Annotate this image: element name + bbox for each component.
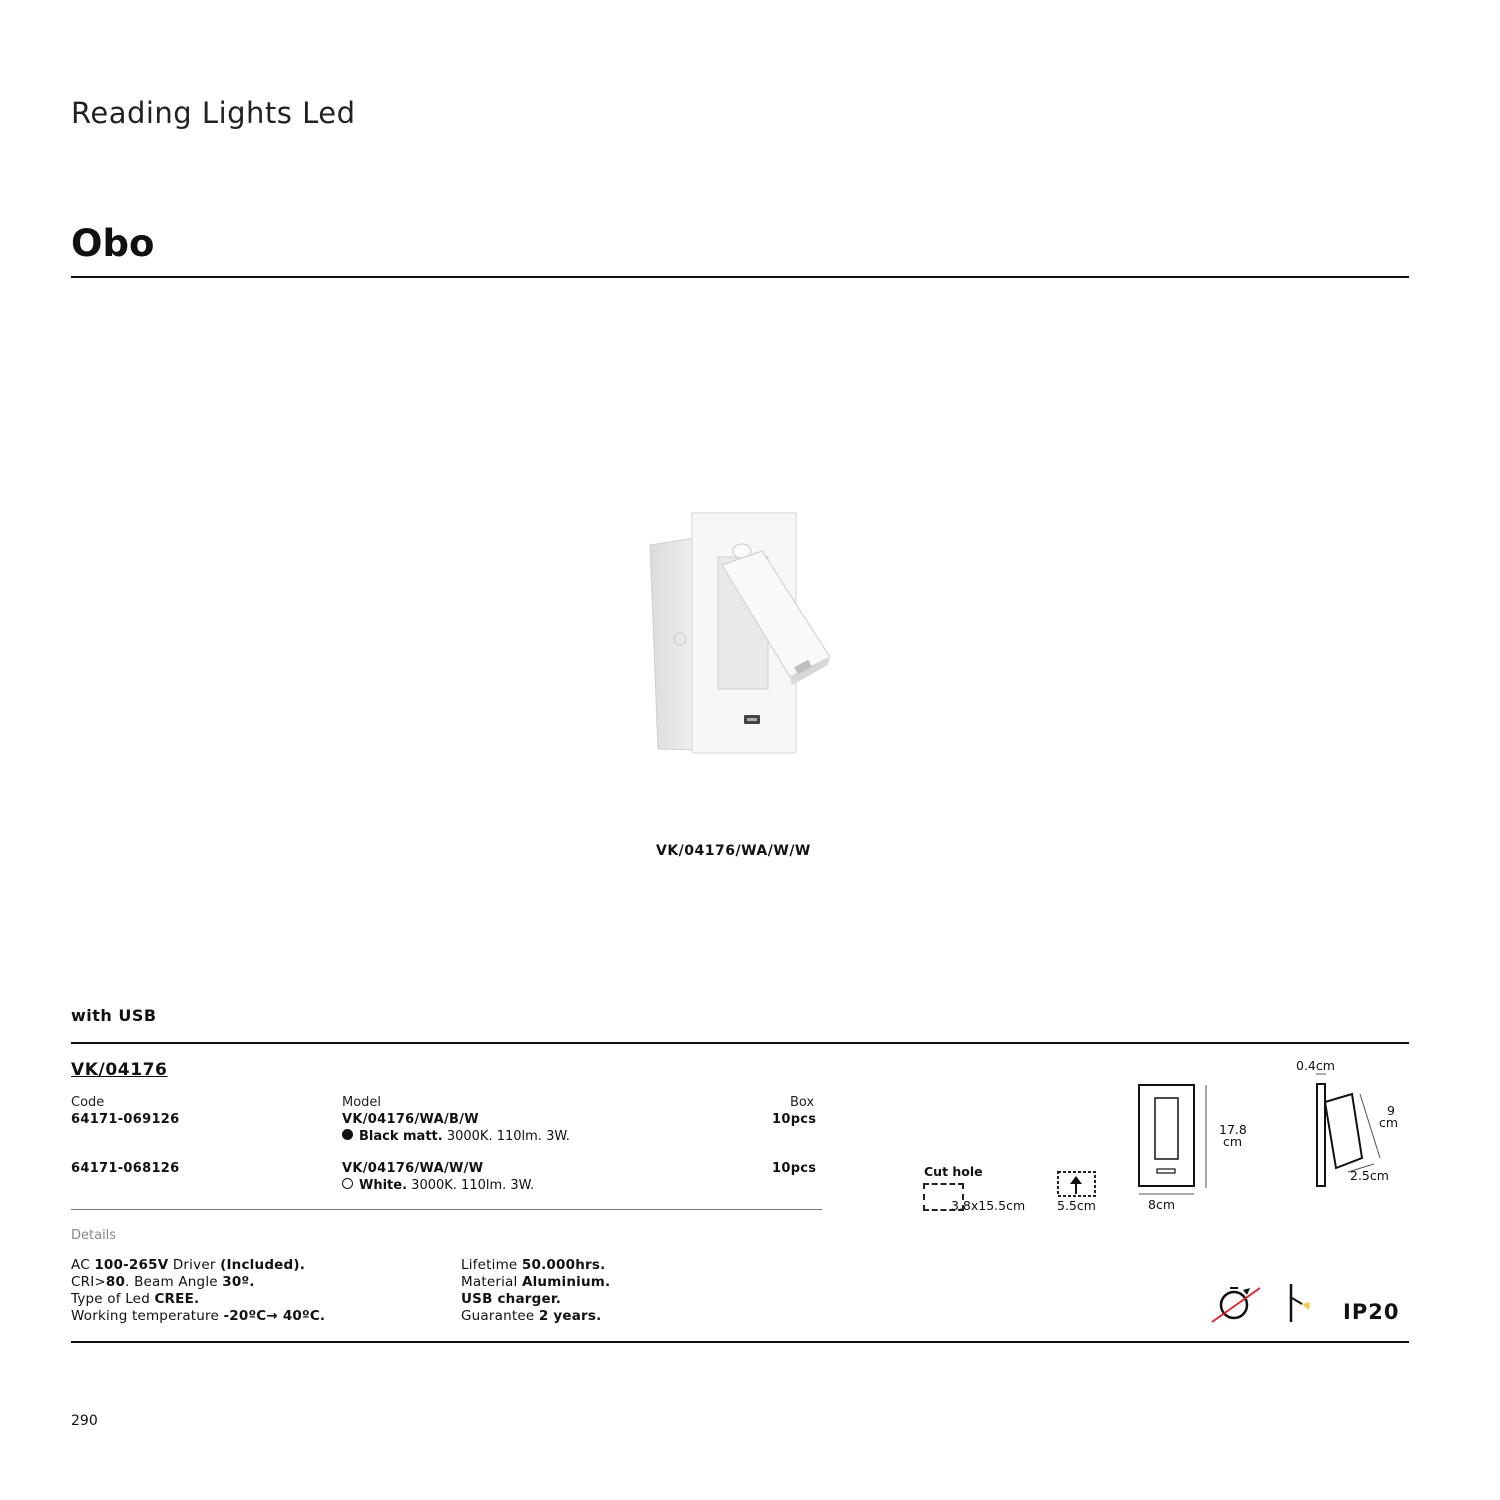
spec-line-driver: AC 100-265V Driver (Included). [71, 1257, 306, 1273]
spec-line-led: Type of Led CREE. [71, 1291, 200, 1307]
cut-hole-size: 3.8x15.5cm [951, 1198, 1026, 1213]
spec-line-usb: USB charger. [461, 1291, 562, 1307]
table-row-code: 64171-068126 [71, 1161, 180, 1176]
table-row-finish [342, 1178, 534, 1193]
spec-line-cri: CRI>80. Beam Angle 30º. [71, 1274, 255, 1290]
header-box: Box [790, 1095, 815, 1110]
recess-depth: 5.5cm [1057, 1198, 1096, 1213]
table-row-model: VK/04176/WA/B/W [342, 1112, 479, 1127]
height-value: 17.8 [1219, 1122, 1247, 1137]
spec-line-lifetime: Lifetime 50.000hrs. [461, 1257, 606, 1273]
product-photo [640, 505, 840, 765]
table-row-model: VK/04176/WA/W/W [342, 1161, 484, 1176]
table-bottom-divider [71, 1209, 822, 1210]
plate-thickness: 0.4cm [1296, 1058, 1335, 1073]
finish-name: White. [359, 1178, 408, 1193]
arm-length-value: 9 [1387, 1103, 1395, 1118]
page-number: 290 [71, 1413, 98, 1429]
subheading: with USB [71, 1006, 157, 1025]
header-code: Code [71, 1095, 105, 1110]
recess-depth-icon [1056, 1170, 1098, 1200]
header-model: Model [342, 1095, 382, 1110]
table-row-box: 10pcs [772, 1112, 817, 1127]
black-swatch-icon [342, 1129, 353, 1140]
white-swatch-icon [342, 1178, 353, 1189]
details-label: Details [71, 1228, 117, 1243]
finish-name: Black matt. [359, 1129, 443, 1144]
section-title: Reading Lights Led [71, 96, 356, 130]
no-dimmable-icon [1210, 1284, 1262, 1324]
finish-spec: 3000K. 110lm. 3W. [446, 1129, 570, 1144]
finish-spec: 3000K. 110lm. 3W. [411, 1178, 535, 1193]
spec-line-guarantee: Guarantee 2 years. [461, 1308, 602, 1324]
details-right-column [461, 1257, 610, 1325]
product-name: Obo [71, 222, 155, 265]
image-caption: VK/04176/WA/W/W [656, 843, 811, 859]
arm-length-unit: cm [1379, 1115, 1399, 1130]
front-view-drawing [1130, 1078, 1220, 1206]
table-row-code: 64171-069126 [71, 1112, 180, 1127]
table-top-divider [71, 1042, 1409, 1044]
product-reference: VK/04176 [71, 1060, 168, 1080]
ip-rating: IP20 [1343, 1300, 1400, 1324]
table-row-box: 10pcs [772, 1161, 817, 1176]
title-divider [71, 276, 1409, 278]
footer-divider [71, 1341, 1409, 1343]
width-value: 8cm [1148, 1197, 1176, 1212]
spec-line-material: Material Aluminium. [461, 1274, 611, 1290]
height-unit: cm [1223, 1134, 1243, 1149]
head-width: 2.5cm [1350, 1168, 1389, 1183]
details-left-column [71, 1257, 325, 1325]
cut-hole-label: Cut hole [924, 1164, 983, 1179]
table-row-finish [342, 1129, 570, 1144]
wall-mount-icon [1284, 1282, 1314, 1324]
spec-line-temperature: Working temperature -20ºC→ 40ºC. [71, 1308, 326, 1324]
